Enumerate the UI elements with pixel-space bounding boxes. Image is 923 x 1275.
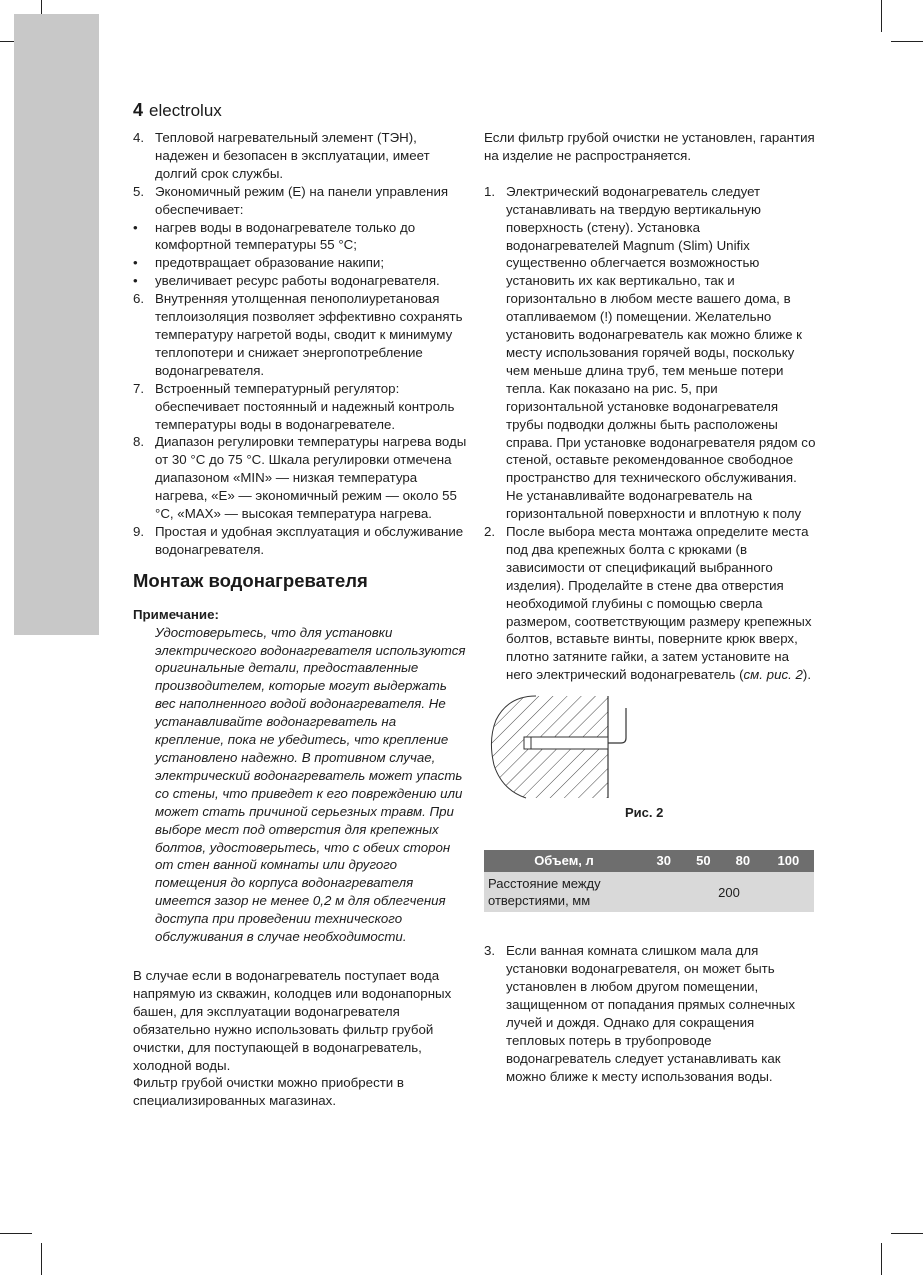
list-item-text: После выбора места монтажа определите места под два крепежных болта с крюками (в зависимости от спецификаций выбранного изделия). Проделайте в стене два отверстия необходимой глубины с помощью сверла размером, соответствующим размеру крепежных болтов, вставьте винты, поверните крюк вверх, плотно затяните гайки, а затем установите на него электрический водонагреватель ( [506,524,812,683]
table-header-row [484,850,814,872]
list-marker: 6. [133,291,145,307]
list-marker: 7. [133,380,145,396]
list-item-text: Встроенный температурный регулятор: обеспечивает постоянный и надежный контроль температуры воды в водонагревателе. [155,380,455,432]
list-item-text: Внутренняя утолщенная пенополиуретановая теплоизоляция позволяет эффективно сохранять температуру нагретой воды, сводит к минимуму теплопотери и снижает энергопотребление водонагревателя. [155,291,463,378]
crop-mark [881,1243,882,1275]
note-text: Удостоверьтесь, что для установки электрического водонагревателя используются оригинальные детали, предоставленные производителем, которые могут выдержать вес наполненного водой водонагревателя. Не устанавливайте водонагреватель на крепление, пока не убедитесь, что крепление установлено надежно. В противном случае, электрический водонагреватель может упасть со стены, что приведет к его повреждению или может стать причиной серьезных травм. При выборе мест под отверстия для крепежных болтов, удостоверьтесь, что с обеих сторон от стен ванной комнаты или другого помещения до корпуса водонагревателя имеется зазор не менее 0,2 м для облегчения доступа при проведении технического обслуживания в случае необходимости. [155,624,466,945]
page-number: 4 [133,100,144,120]
table-header-label: Объем, л [484,850,644,872]
list-item [484,183,816,523]
spec-table [484,850,814,912]
list-item [484,942,816,1085]
list-marker: 1. [484,183,496,199]
list-marker: 4. [133,130,145,145]
figure-2 [484,690,816,840]
list-item [133,183,467,219]
table-header-volume: 30 [644,850,684,872]
wall-bolt-diagram [488,690,638,800]
list-item-text: Электрический водонагреватель следует устанавливать на твердую вертикальную поверхность (стену). Установка водонагревателей Magnum (Slim) Unifix существенно облегчается возможностью установить их как вертикально, так и горизонтально в любом месте вашего дома, в отапливаемом (!) помещении. Желательно установить водонагреватель как можно ближе к месту использования горячей воды, поскольку чем меньше длина труб, тем меньше потери тепла. Как показано на рис. 5, при горизонтальной установке водонагревателя трубы подводки должны быть расположены справа. При установке водонагревателя рядом со стеной, оставьте рекомендованное свободное пространство для технического обслуживания. Не устанавливайте водонагреватель на горизонтальной поверхности и вплотную к полу [506,183,816,522]
list-item [484,523,816,684]
list-item-text: Экономичный режим (E) на панели управления обеспечивает: [155,183,449,217]
list-item-text: Простая и удобная эксплуатация и обслуживание водонагревателя. [155,523,464,557]
left-column [133,129,467,1110]
list-item [133,523,467,559]
list-item-text: нагрев воды в водонагревателе только до комфортной температуры 55 °C; [155,219,416,253]
list-item-text: Если ванная комната слишком мала для установки водонагревателя, он может быть установлен в любом другом помещении, защищенном от попадания прямых солнечных лучей и дождя. Однако для сокращения тепловых потерь в трубопроводе водонагреватель следует устанавливать как можно ближе к месту использования воды. [506,943,795,1084]
list-item [133,219,467,255]
list-marker: • [133,255,138,271]
right-column [484,129,816,1085]
list-item [133,129,467,183]
list-item-text: предотвращает образование накипи; [155,255,385,271]
crop-mark [891,41,923,42]
list-item [133,254,467,272]
figure-caption: Рис. 2 [625,805,664,821]
list-item [133,272,467,290]
list-item [133,433,467,523]
crop-mark [41,1243,42,1275]
intro-paragraph: Если фильтр грубой очистки не установлен, гарантия на изделие не распространяется. [484,130,815,163]
table-row-label: Расстояние между отверстиями, мм [484,872,644,912]
list-marker: 2. [484,524,496,540]
brand-name: electrolux [149,101,222,120]
crop-mark [891,1233,923,1234]
list-item [133,290,467,380]
table-row [484,872,814,912]
list-marker: • [133,273,138,289]
paragraph: В случае если в водонагреватель поступает вода напрямую из скважин, колодцев или водонапорных башен, для эксплуатации водонагревателя обязательно нужно использовать фильтр грубой очистки, для поступающей в водонагреватель, холодной воды. [133,967,452,1073]
list-item [133,380,467,434]
table-header-volume: 50 [684,850,724,872]
list-item-text: Тепловой нагревательный элемент (ТЭН), надежен и безопасен в эксплуатации, имеет долгий срок службы. [155,130,430,181]
list-marker: 5. [133,183,145,199]
list-item-text-end: ). [802,667,812,683]
page-header [133,100,222,121]
figure-reference: см. рис. 2 [743,667,803,683]
list-marker: 8. [133,434,145,450]
list-marker: 3. [484,943,496,959]
list-marker: 9. [133,523,145,539]
list-marker: • [133,219,138,235]
crop-mark [881,0,882,32]
list-item-text: Диапазон регулировки температуры нагрева воды от 30 °C до 75 °C. Шкала регулировки отмечена диапазоном «MIN» — низкая температура нагрева, «E» — экономичный режим — около 55 °C, «MAX» — высокая температура нагрева. [155,434,467,522]
list-item-text: увеличивает ресурс работы водонагревателя. [155,273,440,289]
feature-list [133,129,467,559]
table-header-volume: 100 [763,850,814,872]
table-cell-value: 200 [644,872,814,912]
table-header-volume: 80 [723,850,763,872]
paragraph: Фильтр грубой очистки можно приобрести в специализированных магазинах. [133,1075,404,1109]
section-title: Монтаж водонагревателя [133,569,368,591]
side-tab [14,14,99,635]
note-label: Примечание: [133,606,219,622]
crop-mark [0,1233,32,1234]
